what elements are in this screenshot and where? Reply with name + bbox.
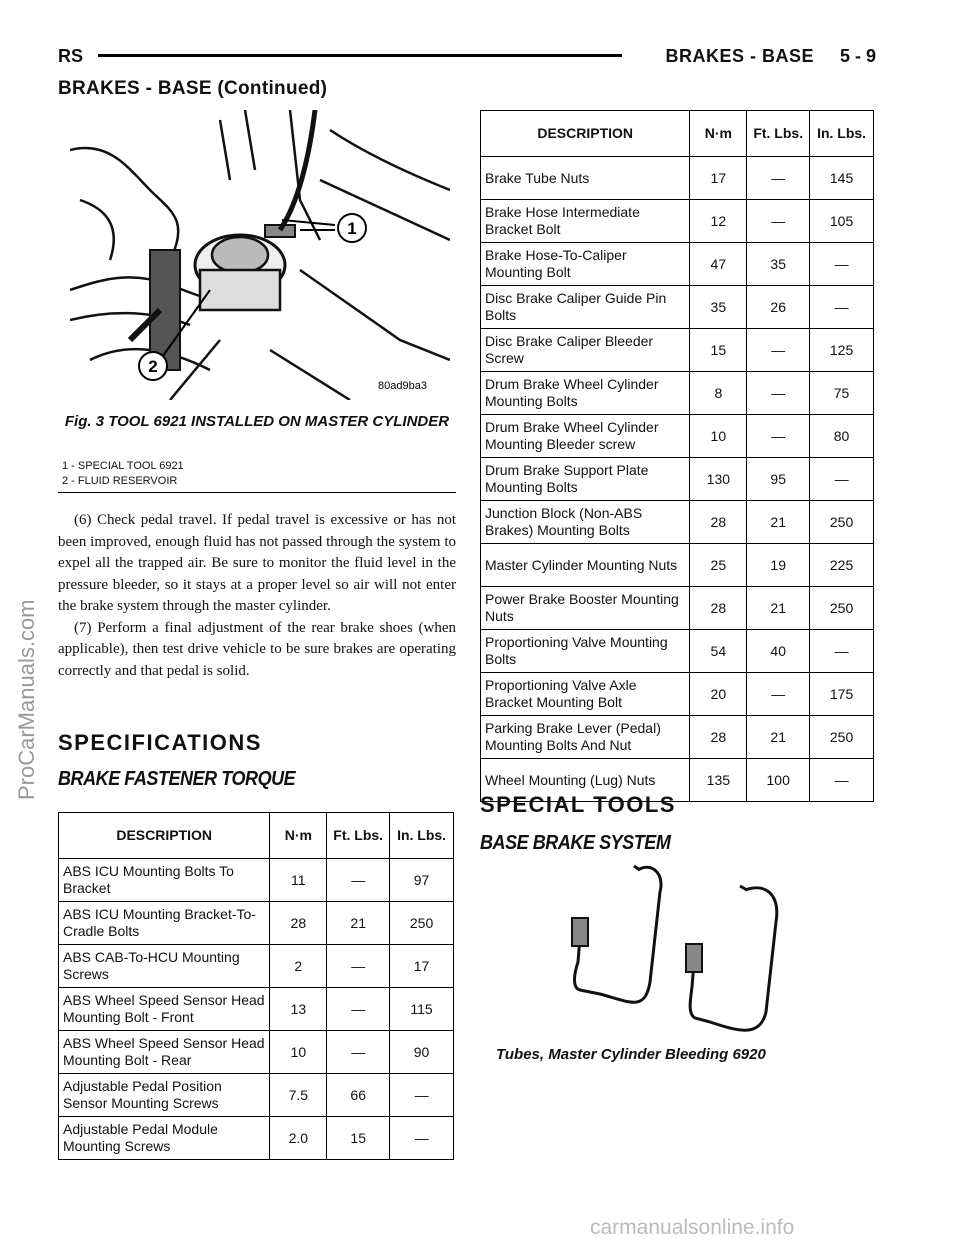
cell-inlbs: — <box>810 243 874 286</box>
table-row <box>481 243 874 286</box>
cell-nm: 135 <box>690 759 747 802</box>
figure-divider <box>58 492 456 493</box>
col-description: DESCRIPTION <box>481 111 690 157</box>
cell-inlbs: 75 <box>810 372 874 415</box>
side-watermark: ProCarManuals.com <box>14 599 39 800</box>
cell-ftlbs: 21 <box>747 501 810 544</box>
cell-description: Parking Brake Lever (Pedal) Mounting Bolts And Nut <box>481 716 690 759</box>
cell-inlbs: 250 <box>810 587 874 630</box>
cell-nm: 130 <box>690 458 747 501</box>
cell-ftlbs: 26 <box>747 286 810 329</box>
table-row <box>481 329 874 372</box>
cell-description: ABS Wheel Speed Sensor Head Mounting Bolt - Front <box>59 988 270 1031</box>
table-row <box>481 587 874 630</box>
table-row <box>481 286 874 329</box>
table-row <box>59 1031 454 1074</box>
cell-nm: 12 <box>690 200 747 243</box>
cell-description: Drum Brake Wheel Cylinder Mounting Bolts <box>481 372 690 415</box>
table-row <box>481 716 874 759</box>
table-row <box>59 945 454 988</box>
figure-legend <box>62 459 184 489</box>
master-cylinder-illustration <box>70 110 450 400</box>
torque-table-left <box>58 812 454 1160</box>
cell-inlbs: 115 <box>390 988 454 1031</box>
col-ftlbs: Ft. Lbs. <box>747 111 810 157</box>
table-row <box>59 988 454 1031</box>
continued-title: BRAKES - BASE (Continued) <box>58 78 328 99</box>
table-row <box>481 458 874 501</box>
cell-description: ABS ICU Mounting Bolts To Bracket <box>59 859 270 902</box>
image-code: 80ad9ba3 <box>378 380 427 392</box>
cell-ftlbs: 21 <box>327 902 390 945</box>
cell-description: Drum Brake Support Plate Mounting Bolts <box>481 458 690 501</box>
col-description: DESCRIPTION <box>59 813 270 859</box>
callout-2: 2 <box>148 357 158 376</box>
cell-inlbs: 250 <box>810 716 874 759</box>
torque-heading: BRAKE FASTENER TORQUE <box>58 768 296 790</box>
page-number: 5 - 9 <box>839 46 876 66</box>
footer-watermark: carmanualsonline.info <box>590 1216 795 1239</box>
cell-description: ABS ICU Mounting Bracket-To-Cradle Bolts <box>59 902 270 945</box>
cell-inlbs: 250 <box>810 501 874 544</box>
figure-caption: Fig. 3 TOOL 6921 INSTALLED ON MASTER CYLINDER <box>64 413 450 430</box>
table-row <box>481 157 874 200</box>
cell-inlbs: — <box>810 630 874 673</box>
cell-nm: 28 <box>690 501 747 544</box>
cell-ftlbs: — <box>327 1031 390 1074</box>
cell-description: Disc Brake Caliper Guide Pin Bolts <box>481 286 690 329</box>
cell-ftlbs: — <box>747 329 810 372</box>
table-row <box>481 200 874 243</box>
cell-inlbs: — <box>390 1117 454 1160</box>
cell-description: Brake Hose Intermediate Bracket Bolt <box>481 200 690 243</box>
cell-description: Proportioning Valve Axle Bracket Mounting Bolt <box>481 673 690 716</box>
callout-1: 1 <box>347 219 357 238</box>
cell-ftlbs: 100 <box>747 759 810 802</box>
table-row <box>481 372 874 415</box>
cell-inlbs: — <box>810 458 874 501</box>
cell-inlbs: 125 <box>810 329 874 372</box>
cell-description: Proportioning Valve Mounting Bolts <box>481 630 690 673</box>
table-row <box>481 544 874 587</box>
table-row <box>481 673 874 716</box>
cell-nm: 35 <box>690 286 747 329</box>
cell-ftlbs: 40 <box>747 630 810 673</box>
cell-nm: 15 <box>690 329 747 372</box>
cell-description: Power Brake Booster Mounting Nuts <box>481 587 690 630</box>
specifications-heading: SPECIFICATIONS <box>58 730 262 755</box>
cell-nm: 2.0 <box>270 1117 327 1160</box>
cell-inlbs: 80 <box>810 415 874 458</box>
col-inlbs: In. Lbs. <box>390 813 454 859</box>
cell-nm: 7.5 <box>270 1074 327 1117</box>
cell-nm: 2 <box>270 945 327 988</box>
cell-description: Adjustable Pedal Position Sensor Mounting Screws <box>59 1074 270 1117</box>
cell-description: Wheel Mounting (Lug) Nuts <box>481 759 690 802</box>
cell-ftlbs: — <box>747 157 810 200</box>
legend-item: 2 - FLUID RESERVOIR <box>62 475 178 487</box>
table-row <box>59 1074 454 1117</box>
bleeding-tubes-illustration <box>540 862 800 1042</box>
cell-nm: 10 <box>690 415 747 458</box>
cell-nm: 28 <box>690 587 747 630</box>
cell-ftlbs: 95 <box>747 458 810 501</box>
table-row <box>59 1117 454 1160</box>
cell-ftlbs: 19 <box>747 544 810 587</box>
table-row <box>481 501 874 544</box>
step-7: (7) Perform a final adjustment of the rear brake shoes (when applicable), then test drive vehicle to be sure brakes are operating correctly and that pedal is solid. <box>58 619 456 679</box>
cell-inlbs: 105 <box>810 200 874 243</box>
cell-inlbs: 175 <box>810 673 874 716</box>
cell-ftlbs: — <box>747 372 810 415</box>
procedure-text <box>58 510 456 682</box>
cell-nm: 11 <box>270 859 327 902</box>
cell-nm: 8 <box>690 372 747 415</box>
cell-inlbs: 145 <box>810 157 874 200</box>
cell-ftlbs: — <box>327 945 390 988</box>
table-row <box>59 859 454 902</box>
cell-ftlbs: 21 <box>747 716 810 759</box>
cell-nm: 25 <box>690 544 747 587</box>
cell-nm: 54 <box>690 630 747 673</box>
cell-nm: 17 <box>690 157 747 200</box>
base-brake-heading: BASE BRAKE SYSTEM <box>480 832 671 854</box>
cell-inlbs: 225 <box>810 544 874 587</box>
cell-nm: 28 <box>690 716 747 759</box>
special-tools-heading: SPECIAL TOOLS <box>480 792 676 817</box>
cell-description: Brake Tube Nuts <box>481 157 690 200</box>
cell-inlbs: 250 <box>390 902 454 945</box>
cell-inlbs: 90 <box>390 1031 454 1074</box>
cell-ftlbs: — <box>747 200 810 243</box>
cell-ftlbs: — <box>747 673 810 716</box>
cell-nm: 47 <box>690 243 747 286</box>
cell-ftlbs: — <box>327 859 390 902</box>
cell-inlbs: — <box>390 1074 454 1117</box>
cell-ftlbs: 35 <box>747 243 810 286</box>
cell-description: Master Cylinder Mounting Nuts <box>481 544 690 587</box>
table-row <box>59 902 454 945</box>
torque-table-right <box>480 110 874 802</box>
col-ftlbs: Ft. Lbs. <box>327 813 390 859</box>
table-row <box>481 630 874 673</box>
cell-inlbs: — <box>810 759 874 802</box>
cell-description: Adjustable Pedal Module Mounting Screws <box>59 1117 270 1160</box>
cell-ftlbs: 21 <box>747 587 810 630</box>
cell-description: Junction Block (Non-ABS Brakes) Mounting Bolts <box>481 501 690 544</box>
tool-caption: Tubes, Master Cylinder Bleeding 6920 <box>496 1046 766 1063</box>
page-header <box>58 44 876 70</box>
cell-inlbs: 17 <box>390 945 454 988</box>
cell-description: Drum Brake Wheel Cylinder Mounting Bleeder screw <box>481 415 690 458</box>
cell-inlbs: 97 <box>390 859 454 902</box>
col-nm: N·m <box>690 111 747 157</box>
cell-nm: 20 <box>690 673 747 716</box>
cell-description: ABS Wheel Speed Sensor Head Mounting Bolt - Rear <box>59 1031 270 1074</box>
cell-nm: 13 <box>270 988 327 1031</box>
col-nm: N·m <box>270 813 327 859</box>
cell-description: Disc Brake Caliper Bleeder Screw <box>481 329 690 372</box>
table-row <box>481 415 874 458</box>
header-model: RS <box>58 46 84 66</box>
cell-ftlbs: 66 <box>327 1074 390 1117</box>
cell-nm: 28 <box>270 902 327 945</box>
cell-inlbs: — <box>810 286 874 329</box>
cell-ftlbs: — <box>747 415 810 458</box>
cell-ftlbs: 15 <box>327 1117 390 1160</box>
cell-nm: 10 <box>270 1031 327 1074</box>
cell-ftlbs: — <box>327 988 390 1031</box>
cell-description: Brake Hose-To-Caliper Mounting Bolt <box>481 243 690 286</box>
header-section: BRAKES - BASE <box>665 46 814 66</box>
header-rule <box>98 54 622 57</box>
step-6: (6) Check pedal travel. If pedal travel is excessive or has not been improved, enough fluid has not passed through the system to expel all the trapped air. Be sure to monitor the fluid level in the pressure bleeder, so it stays at a proper level so air will not enter the brake system through the master cylinder. <box>58 512 456 614</box>
col-inlbs: In. Lbs. <box>810 111 874 157</box>
cell-description: ABS CAB-To-HCU Mounting Screws <box>59 945 270 988</box>
legend-item: 1 - SPECIAL TOOL 6921 <box>62 460 184 472</box>
